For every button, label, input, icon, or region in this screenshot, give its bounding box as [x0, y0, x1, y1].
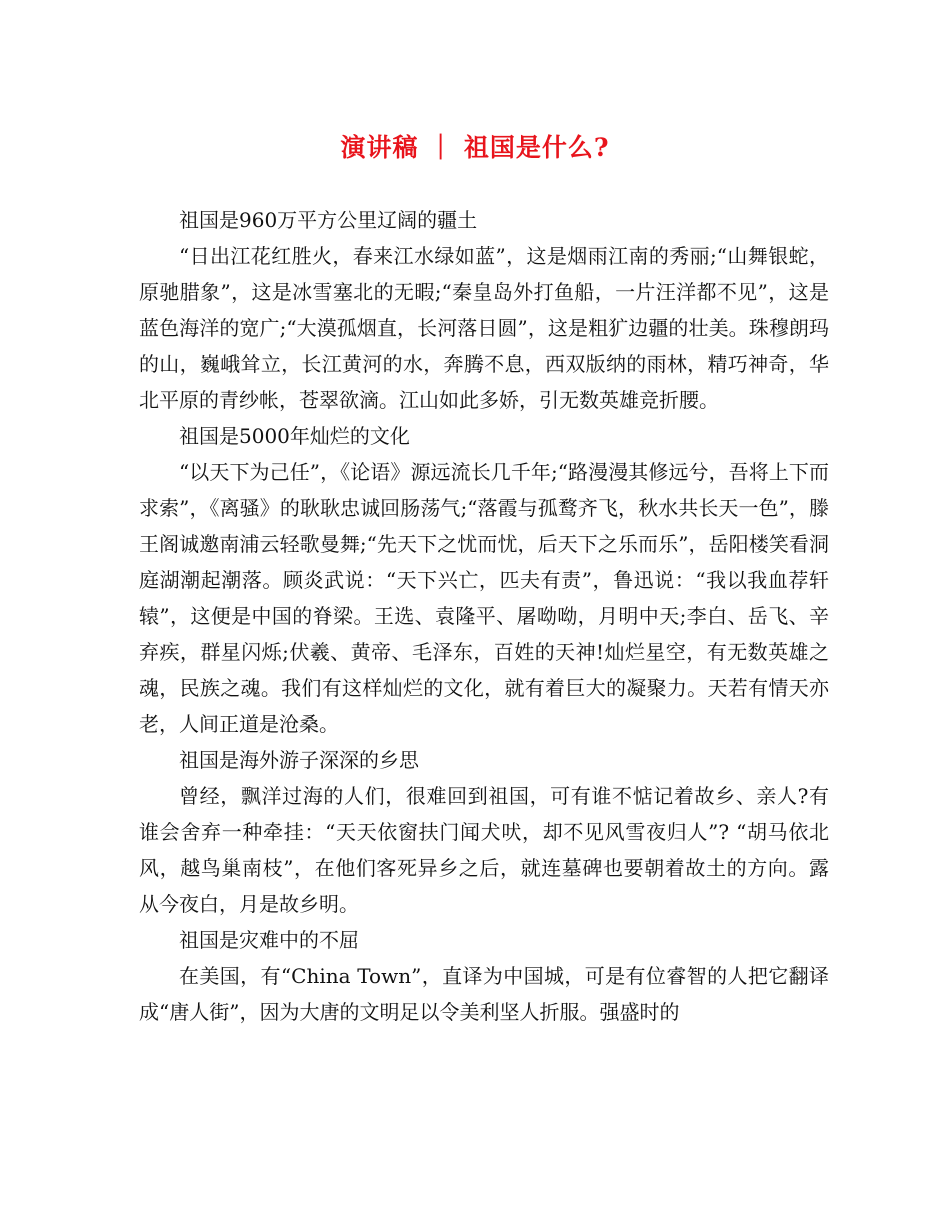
body-paragraph: “以天下为己任”，《论语》源远流长几千年;“路漫漫其修远兮，吾将上下而求索”，《离骚》的耿耿忠诚回肠荡气;“落霞与孤鹜齐飞，秋水共长天一色”，滕王阁诚邀南浦云轻歌曼舞;“先天下之忧而忧，后天下之乐而乐”，岳阳楼笑看洞庭湖潮起潮落。顾炎武说：“天下兴亡，匹夫有责”，鲁迅说：“我以我血荐轩辕”，这便是中国的脊梁。王选、袁隆平、屠呦呦，月明中天;李白、岳飞、辛弃疾，群星闪烁;伏羲、黄帝、毛泽东，百姓的天神!灿烂星空，有无数英雄之魂，民族之魂。我们有这样灿烂的文化，就有着巨大的凝聚力。天若有情天亦老，人间正道是沧桑。	[139, 460, 829, 736]
section-heading: 祖国是5000年灿烂的文化	[179, 424, 410, 448]
body-paragraph: 曾经，飘洋过海的人们，很难回到祖国，可有谁不惦记着故乡、亲人?有谁会舍弃一种牵挂：“天天依窗扶门闻犬吠，却不见风雪夜归人”? “胡马依北风，越鸟巢南枝”，在他们客死异乡之后，就连墓碑也要朝着故土的方向。露从今夜白，月是故乡明。	[139, 784, 829, 916]
section-heading: 祖国是海外游子深深的乡思	[179, 748, 419, 772]
body-paragraph: 在美国，有“China Town”，直译为中国城，可是有位睿智的人把它翻译成“唐人街”，因为大唐的文明足以令美利坚人折服。强盛时的	[139, 964, 829, 1024]
section-heading: 祖国是960万平方公里辽阔的疆土	[179, 208, 478, 232]
body-paragraph: “日出江花红胜火，春来江水绿如蓝”，这是烟雨江南的秀丽;“山舞银蛇，原驰腊象”，这是冰雪塞北的无暇;“秦皇岛外打鱼船，一片汪洋都不见”，这是蓝色海洋的宽广;“大漠孤烟直，长河落日圆”，这是粗犷边疆的壮美。珠穆朗玛的山，巍峨耸立，长江黄河的水，奔腾不息，西双版纳的雨林，精巧神奇，华北平原的青纱帐，苍翠欲滴。江山如此多娇，引无数英雄竞折腰。	[139, 244, 829, 412]
document-title: 演讲稿 ｜ 祖国是什么?	[340, 133, 610, 162]
section-heading: 祖国是灾难中的不屈	[179, 928, 359, 952]
document-body	[139, 202, 829, 1030]
